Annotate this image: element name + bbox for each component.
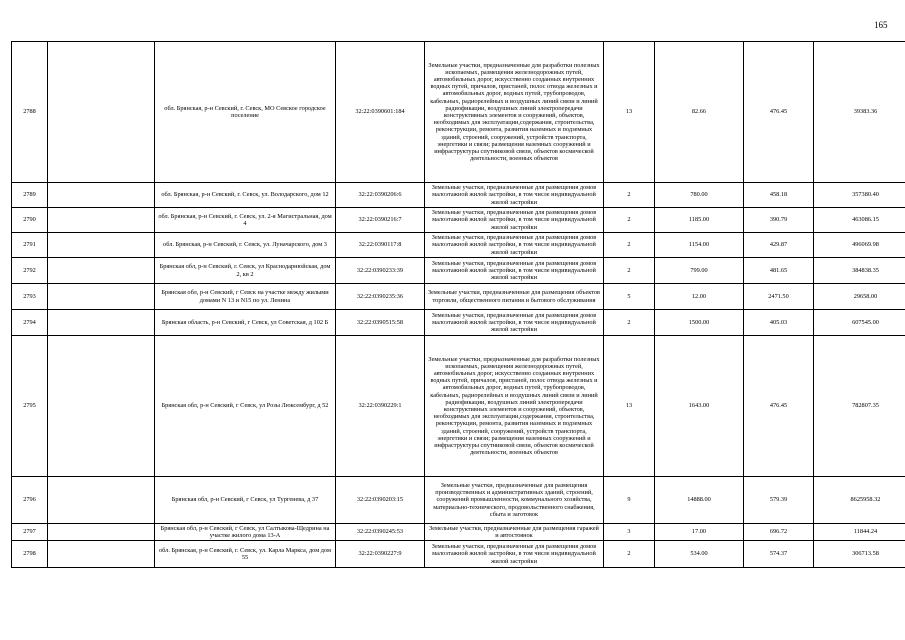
table-row — [12, 183, 905, 208]
area-cell: 534.00 — [655, 541, 744, 568]
empty-cell — [48, 42, 155, 183]
address-cell: обл. Брянская, р-н Севский, г. Севск, ул. 2-я Магистральная, дом 4 — [155, 208, 336, 233]
address-cell: Брянская обл, р-н Севский, г. Севск, ул Краснодарнюйская, дом 2, кв 2 — [155, 258, 336, 284]
row-number: 2791 — [12, 233, 48, 258]
unit-value-cell: 476.45 — [744, 336, 814, 477]
group-cell: 2 — [604, 208, 655, 233]
unit-value-cell: 390.79 — [744, 208, 814, 233]
area-cell: 799.00 — [655, 258, 744, 284]
address-cell: Брянская обл, р-н Севский, г Севск, ул Салтыкова-Щедрина на участке жилого дома 13-А — [155, 524, 336, 541]
unit-value-cell: 458.18 — [744, 183, 814, 208]
address-cell: Брянская обл, р-н Севский, г Севск, ул Тургенева, д 37 — [155, 477, 336, 524]
cadastral-number-cell: 32:22:0390206:6 — [336, 183, 425, 208]
address-cell: Брянская область, р-н Севский, г Севск, ул Советская, д 102 Б — [155, 310, 336, 336]
cadastral-number-cell: 32:22:0390245:53 — [336, 524, 425, 541]
row-number: 2790 — [12, 208, 48, 233]
cadastral-number-cell: 32:22:0390117:8 — [336, 233, 425, 258]
table-row — [12, 258, 905, 284]
unit-value-cell: 579.39 — [744, 477, 814, 524]
table-row — [12, 42, 905, 183]
address-cell: обл. Брянская, р-н Севский, г. Севск, ул. Карла Маркса, дом дом 55 — [155, 541, 336, 568]
land-use-cell: Земельные участки, предназначенные для размещения домов малоэтажной жилой застройки, в том числе индивидуальной жилой застройки — [425, 541, 604, 568]
unit-value-cell: 481.65 — [744, 258, 814, 284]
land-use-cell: Земельные участки, предназначенные для размещения домов малоэтажной жилой застройки, в том числе индивидуальной жилой застройки — [425, 183, 604, 208]
table-row — [12, 208, 905, 233]
row-number: 2795 — [12, 336, 48, 477]
group-cell: 2 — [604, 233, 655, 258]
empty-cell — [48, 208, 155, 233]
land-use-cell: Земельные участки, предназначенные для размещения домов малоэтажной жилой застройки, в том числе индивидуальной жилой застройки — [425, 208, 604, 233]
table-row — [12, 541, 905, 568]
land-use-cell: Земельные участки, предназначенные для разработки полезных ископаемых, размещения железнодорожных путей, автомобильных дорог, искусственно созданных внутренних водных путей, причалов, пристаней, полос отвода железных и автомобильных дорог, водных путей, трубопроводов, кабельных, радиорелейных и воздушных линий связи и линий радиофикации, воздушных линий электропередачи конструктивных элементов и сооружений, объектов, необходимых для эксплуатации,содержания, строительства, реконструкции, ремонта, развития наземных и подземных зданий, строений, сооружений, устройств транспорта, энергетики и связи; размещения наземных сооружений и инфраструктуры спутниковой связи, объектов космической деятельности, военных объектов — [425, 42, 604, 183]
group-cell: 5 — [604, 284, 655, 310]
cadastral-value-cell: 496069.98 — [814, 233, 905, 258]
cadastral-number-cell: 32:22:0390233:39 — [336, 258, 425, 284]
empty-cell — [48, 310, 155, 336]
unit-value-cell: 429.87 — [744, 233, 814, 258]
group-cell: 9 — [604, 477, 655, 524]
cadastral-value-cell: 384838.35 — [814, 258, 905, 284]
cadastral-number-cell: 32:22:0390515:58 — [336, 310, 425, 336]
row-number: 2794 — [12, 310, 48, 336]
unit-value-cell: 476.45 — [744, 42, 814, 183]
land-use-cell: Земельные участки, предназначенные для размещения производственных и административных зданий, строений, сооружений промышленности, коммунального хозяйства, материально-технического, продовольственного снабжения, сбыта и заготовок — [425, 477, 604, 524]
area-cell: 17.00 — [655, 524, 744, 541]
area-cell: 1154.00 — [655, 233, 744, 258]
cadastral-value-cell: 8625958.32 — [814, 477, 905, 524]
land-use-cell: Земельные участки, предназначенные для размещения домов малоэтажной жилой застройки, в том числе индивидуальной жилой застройки — [425, 233, 604, 258]
cadastral-value-cell: 39383.36 — [814, 42, 905, 183]
group-cell: 13 — [604, 42, 655, 183]
cadastral-number-cell: 32:22:0390229:1 — [336, 336, 425, 477]
table-row — [12, 233, 905, 258]
empty-cell — [48, 336, 155, 477]
empty-cell — [48, 541, 155, 568]
land-use-cell: Земельные участки, предназначенные для размещения гаражей и автостоянок — [425, 524, 604, 541]
row-number: 2793 — [12, 284, 48, 310]
area-cell: 780.00 — [655, 183, 744, 208]
row-number: 2798 — [12, 541, 48, 568]
area-cell: 1185.00 — [655, 208, 744, 233]
page-number: 165 — [874, 20, 888, 30]
cadastral-registry-table — [11, 41, 905, 568]
row-number: 2789 — [12, 183, 48, 208]
area-cell: 12.00 — [655, 284, 744, 310]
group-cell: 2 — [604, 258, 655, 284]
group-cell: 2 — [604, 183, 655, 208]
address-cell: Брянская обл, р-н Севский, г Севск на участке между жилыми домами N 13 и N15 по ул. Ленина — [155, 284, 336, 310]
cadastral-value-cell: 29658.00 — [814, 284, 905, 310]
cadastral-number-cell: 32:22:0390601:184 — [336, 42, 425, 183]
land-use-cell: Земельные участки, предназначенные для размещения домов малоэтажной жилой застройки, в том числе индивидуальной жилой застройки — [425, 258, 604, 284]
cadastral-value-cell: 463086.15 — [814, 208, 905, 233]
unit-value-cell: 696.72 — [744, 524, 814, 541]
cadastral-value-cell: 306713.58 — [814, 541, 905, 568]
table-row — [12, 310, 905, 336]
empty-cell — [48, 258, 155, 284]
address-cell: обл. Брянская, р-н Севский, г. Севск, ул. Луначарского, дом 3 — [155, 233, 336, 258]
address-cell: обл. Брянская, р-н Севский, г. Севск, ул. Володарского, дом 12 — [155, 183, 336, 208]
empty-cell — [48, 524, 155, 541]
cadastral-number-cell: 32:22:0390216:7 — [336, 208, 425, 233]
land-use-cell: Земельные участки, предназначенные для разработки полезных ископаемых, размещения железнодорожных путей, автомобильных дорог, искусственно созданных внутренних водных путей, причалов, пристаней, полос отвода железных и автомобильных дорог, водных путей, трубопроводов, кабельных, радиорелейных и воздушных линий связи и линий радиофикации, воздушных линий электропередачи конструктивных элементов и сооружений, объектов, необходимых для эксплуатации,содержания, строительства, реконструкции, ремонта, развития наземных и подземных зданий, строений, сооружений, устройств транспорта, энергетики и связи; размещения наземных сооружений и инфраструктуры спутниковой связи, объектов космической деятельности, военных объектов — [425, 336, 604, 477]
area-cell: 14888.00 — [655, 477, 744, 524]
row-number: 2797 — [12, 524, 48, 541]
cadastral-number-cell: 32:22:0390203:15 — [336, 477, 425, 524]
row-number: 2788 — [12, 42, 48, 183]
cadastral-value-cell: 607545.00 — [814, 310, 905, 336]
address-cell: Брянская обл, р-н Севский, г Севск, ул Розы Люксембург, д 52 — [155, 336, 336, 477]
empty-cell — [48, 233, 155, 258]
unit-value-cell: 574.37 — [744, 541, 814, 568]
group-cell: 3 — [604, 524, 655, 541]
land-use-cell: Земельные участки, предназначенные для размещения объектов торговли, общественного питания и бытового обслуживания — [425, 284, 604, 310]
table-row — [12, 336, 905, 477]
cadastral-value-cell: 782807.35 — [814, 336, 905, 477]
row-number: 2792 — [12, 258, 48, 284]
empty-cell — [48, 477, 155, 524]
unit-value-cell: 2471.50 — [744, 284, 814, 310]
cadastral-value-cell: 11844.24 — [814, 524, 905, 541]
table-row — [12, 524, 905, 541]
table-body — [12, 42, 905, 568]
empty-cell — [48, 284, 155, 310]
table-row — [12, 477, 905, 524]
table-row — [12, 284, 905, 310]
empty-cell — [48, 183, 155, 208]
cadastral-number-cell: 32:22:0390227:9 — [336, 541, 425, 568]
group-cell: 13 — [604, 336, 655, 477]
cadastral-value-cell: 357380.40 — [814, 183, 905, 208]
row-number: 2796 — [12, 477, 48, 524]
cadastral-number-cell: 32:22:0390235:36 — [336, 284, 425, 310]
area-cell: 82.66 — [655, 42, 744, 183]
area-cell: 1500.00 — [655, 310, 744, 336]
address-cell: обл. Брянская, р-н Севский, г. Севск, МО Севское городское поселение — [155, 42, 336, 183]
unit-value-cell: 405.03 — [744, 310, 814, 336]
land-use-cell: Земельные участки, предназначенные для размещения домов малоэтажной жилой застройки, в том числе индивидуальной жилой застройки — [425, 310, 604, 336]
area-cell: 1643.00 — [655, 336, 744, 477]
group-cell: 2 — [604, 310, 655, 336]
group-cell: 2 — [604, 541, 655, 568]
